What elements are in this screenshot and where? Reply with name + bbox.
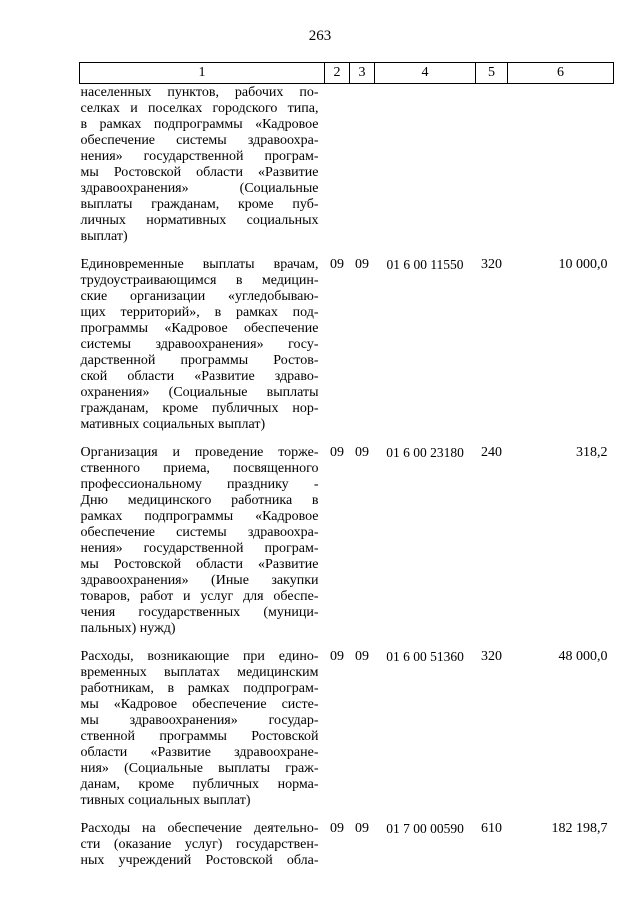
description-line: здравоохранения» (Социальные: [80, 181, 319, 196]
description-line: мативных социальных выплат): [80, 417, 266, 432]
row-expense-type-code: 320: [481, 257, 502, 272]
description-line: в рамках подпрограммы «Кадровое: [80, 117, 319, 132]
description-line: Организация и проведение торже-: [80, 445, 319, 460]
description-line: ных учреждений Ростовской обла-: [80, 853, 319, 868]
description-line: выплаты гражданам, кроме пуб-: [80, 197, 319, 212]
table-header-row: [80, 63, 614, 84]
description-line: товаров, работ и услуг для обеспе-: [80, 589, 319, 604]
description-line: системы здравоохранения» госу-: [80, 337, 319, 352]
header-col-5: 5: [476, 63, 508, 84]
header-col-6: 6: [508, 63, 614, 84]
header-col-3: 3: [350, 63, 375, 84]
description-line: профессиональному празднику -: [80, 477, 319, 492]
budget-table: [79, 62, 614, 869]
row-section-code: 09: [330, 821, 344, 836]
description-line: выплат): [80, 229, 128, 244]
description-line: мы Ростовской области «Развитие: [80, 165, 319, 180]
row-target-article-code: 01 6 00 51360: [386, 649, 464, 664]
table-row: [80, 84, 614, 246]
row-subsection-code: [350, 84, 375, 246]
row-expense-type-code: 240: [481, 445, 502, 460]
description-line: области «Развитие здравоохране-: [80, 745, 319, 760]
description-line: нения» государственной програм-: [80, 149, 319, 164]
row-amount: [508, 84, 614, 246]
row-expense-type-code: 320: [481, 649, 502, 664]
description-line: программы «Кадровое обеспечение: [80, 321, 319, 336]
description-line: дарственной программы Ростов-: [80, 353, 319, 368]
row-description: [80, 245, 325, 433]
description-line: охранения» (Социальные выплаты: [80, 385, 319, 400]
description-line: мы Ростовской области «Развитие: [80, 557, 319, 572]
description-line: Расходы на обеспечение деятельно-: [80, 821, 319, 836]
header-col-4: 4: [375, 63, 476, 84]
row-target-article-code: 01 7 00 00590: [386, 821, 464, 836]
description-line: ской области «Развитие здраво-: [80, 369, 319, 384]
description-line: работникам, в рамках подпрограм-: [80, 681, 319, 696]
description-line: здравоохранения» (Иные закупки: [80, 573, 319, 588]
description-line: данам, кроме публичных норма-: [80, 777, 319, 792]
description-line: гражданам, кроме публичных нор-: [80, 401, 319, 416]
row-target-article-code: 01 6 00 23180: [386, 445, 464, 460]
row-amount: 10 000,0: [558, 257, 608, 272]
row-expense-type-code: 610: [481, 821, 502, 836]
row-section-code: 09: [330, 257, 344, 272]
description-line: щих территорий», в рамках под-: [80, 305, 319, 320]
description-line: обеспечение системы здравоохра-: [80, 525, 319, 540]
table-row: [80, 245, 614, 433]
description-line: нения» государственной програм-: [80, 541, 319, 556]
row-subsection-code: 09: [355, 257, 369, 272]
description-line: населенных пунктов, рабочих по-: [80, 85, 319, 100]
description-line: Расходы, возникающие при едино-: [80, 649, 319, 664]
row-expense-type-code: [476, 84, 508, 246]
row-target-article-code: [375, 84, 476, 246]
description-line: мы здравоохранения» государ-: [80, 713, 319, 728]
row-description: [80, 809, 325, 869]
table-row: [80, 809, 614, 869]
description-line: рамках подпрограммы «Кадровое: [80, 509, 319, 524]
row-section-code: [325, 84, 350, 246]
description-line: Дню медицинского работника в: [80, 493, 319, 508]
row-amount: 182 198,7: [551, 821, 608, 836]
row-description: [80, 637, 325, 809]
row-section-code: 09: [330, 649, 344, 664]
description-line: тивных социальных выплат): [80, 793, 251, 808]
description-line: временных выплатах медицинским: [80, 665, 319, 680]
row-amount: 48 000,0: [558, 649, 608, 664]
row-subsection-code: 09: [355, 445, 369, 460]
description-line: ские организации «угледобываю-: [80, 289, 319, 304]
description-line: ния» (Социальные выплаты граж-: [80, 761, 319, 776]
header-col-1: 1: [80, 63, 325, 84]
page-number: 263: [308, 28, 332, 44]
description-line: Единовременные выплаты врачам,: [80, 257, 319, 272]
description-line: сти (оказание услуг) государствен-: [80, 837, 319, 852]
description-line: мы «Кадровое обеспечение систе-: [80, 697, 319, 712]
table-row: [80, 637, 614, 809]
description-line: пальных) нужд): [80, 621, 176, 636]
row-description: [80, 433, 325, 637]
table-row: [80, 433, 614, 637]
row-subsection-code: 09: [355, 821, 369, 836]
row-amount: 318,2: [576, 445, 608, 460]
description-line: ственной программы Ростовской: [80, 729, 319, 744]
description-line: обеспечение системы здравоохра-: [80, 133, 319, 148]
header-col-2: 2: [325, 63, 350, 84]
row-target-article-code: 01 6 00 11550: [386, 257, 464, 272]
description-line: чения государственных (муници-: [80, 605, 319, 620]
row-section-code: 09: [330, 445, 344, 460]
row-subsection-code: 09: [355, 649, 369, 664]
row-description: [80, 84, 325, 246]
description-line: трудоустраивающимся в медицин-: [80, 273, 319, 288]
description-line: селках и поселках городского типа,: [80, 101, 319, 116]
description-line: ственного приема, посвященного: [80, 461, 319, 476]
description-line: личных нормативных социальных: [80, 213, 319, 228]
